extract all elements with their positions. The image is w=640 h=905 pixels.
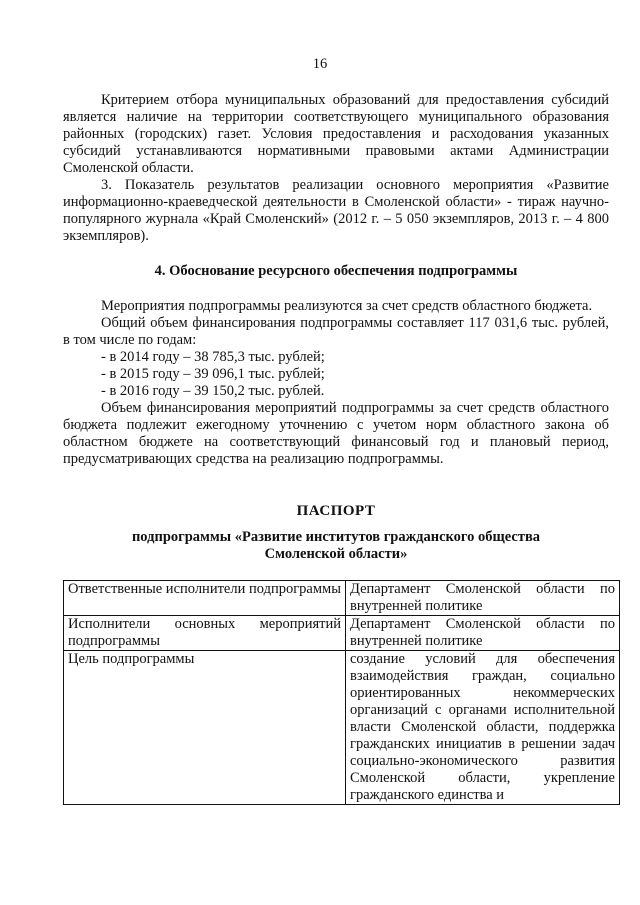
row-label-responsible: Ответственные исполнители подпрограммы (64, 581, 346, 616)
passport-subtitle-line-2: Смоленской области» (264, 546, 408, 562)
table-row (64, 651, 620, 805)
passport-table (63, 580, 620, 805)
section-heading: 4. Обоснование ресурсного обеспечения подпрограммы (154, 263, 518, 279)
passport-title: ПАСПОРТ (296, 503, 376, 519)
funding-year-2016: - в 2016 году – 39 150,2 тыс. рублей. (101, 383, 325, 399)
paragraph-indicator: 3. Показатель результатов реализации основного мероприятия «Развитие информационно-краеведческой деятельности в Смоленской области» - тираж научно-популярного журнала «Край Смоленский» (2012 г. – 5 050 экземпляров, 2013 г. – 4 800 экземпляров). (63, 177, 609, 244)
paragraph-funding-total: Общий объем финансирования подпрограммы составляет 117 031,6 тыс. рублей, в том числе по годам: (63, 315, 609, 348)
table-row (64, 581, 620, 616)
paragraph-subsidy-criteria: Критерием отбора муниципальных образований для предоставления субсидий является наличие на территории соответствующего муниципального образования районных (городских) газет. Условия предоставления и расходования указанных субсидий устанавливаются нормативными правовыми актами Администрации Смоленской области. (63, 92, 609, 176)
row-value-goal: создание условий для обеспечения взаимодействия граждан, социально ориентированных некоммерческих организаций с органами исполнительной власти Смоленской области, поддержка гражданских инициатив в решении задач социально-экономического развития Смоленской области, укрепление гражданского единства и (346, 651, 620, 805)
paragraph-funding-source: Мероприятия подпрограммы реализуются за счет средств областного бюджета. (101, 298, 593, 314)
row-label-executors: Исполнители основных мероприятий подпрограммы (64, 616, 346, 651)
passport-subtitle (63, 529, 609, 563)
page-content (63, 92, 615, 805)
funding-year-2015: - в 2015 году – 39 096,1 тыс. рублей; (101, 366, 325, 382)
page-number: 16 (312, 56, 328, 72)
paragraph-funding-adjustment: Объем финансирования мероприятий подпрограммы за счет средств областного бюджета подлежит ежегодному уточнению с учетом норм областного закона об областном бюджете на соответствующий финансовый год и плановый период, предусматривающих средства на реализацию подпрограммы. (63, 400, 609, 467)
row-value-responsible: Департамент Смоленской области по внутренней политике (346, 581, 620, 616)
funding-year-2014: - в 2014 году – 38 785,3 тыс. рублей; (101, 349, 325, 365)
row-label-goal: Цель подпрограммы (64, 651, 346, 805)
passport-subtitle-line-1: подпрограммы «Развитие институтов гражданского общества (131, 529, 541, 545)
row-value-executors: Департамент Смоленской области по внутренней политике (346, 616, 620, 651)
table-row (64, 616, 620, 651)
page-bottom-margin (0, 824, 640, 905)
